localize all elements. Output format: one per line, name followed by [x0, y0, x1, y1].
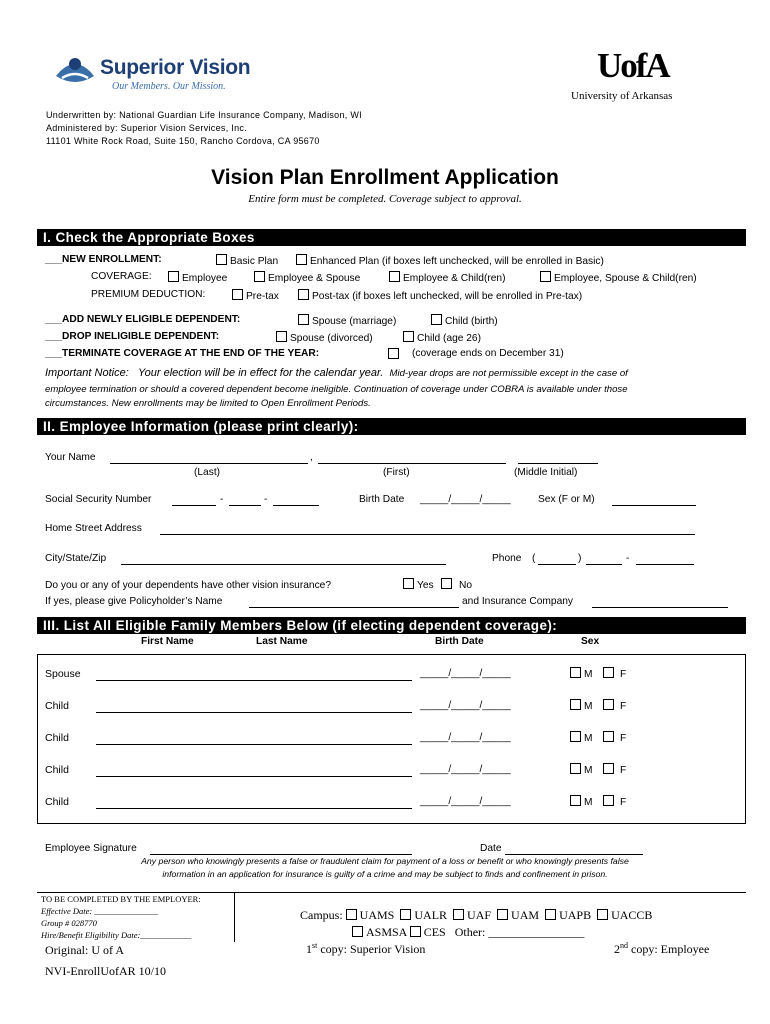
employee-signature-input[interactable] — [150, 854, 412, 855]
group-number: Group # 028770 — [41, 918, 97, 928]
dash: - — [220, 494, 224, 505]
member-sex-m[interactable] — [570, 699, 593, 712]
basic-plan-option[interactable] — [216, 254, 278, 267]
col-last-name: Last Name — [256, 636, 308, 647]
phone-area-input[interactable] — [538, 564, 576, 565]
university-logo: UofA — [597, 46, 669, 85]
coverage-employee-children[interactable] — [389, 271, 505, 284]
drop-dependent-label: ___DROP INELIGIBLE DEPENDENT: — [45, 331, 220, 342]
second-copy-sup: nd — [620, 941, 628, 950]
first-copy-sup: st — [312, 941, 318, 950]
notice-line1 — [45, 367, 628, 379]
member-sex-f[interactable] — [603, 763, 626, 776]
checkbox-icon[interactable] — [570, 795, 581, 806]
address-text: 11101 White Rock Road, Suite 150, Rancho Cordova, CA 95670 — [46, 136, 320, 146]
checkbox-icon[interactable] — [232, 289, 243, 300]
other-insurance-label: Do you or any of your dependents have other vision insurance? — [45, 580, 331, 591]
col-first-name: First Name — [141, 636, 194, 647]
terminate-label: ___TERMINATE COVERAGE AT THE END OF THE YEAR: — [45, 348, 320, 359]
employer-heading: TO BE COMPLETED BY THE EMPLOYER: — [41, 894, 201, 904]
notice-lead: Your election will be in effect for the calendar year. — [137, 367, 384, 379]
checkbox-icon[interactable] — [431, 314, 442, 325]
spouse-marriage-label: Spouse (marriage) — [312, 316, 397, 327]
home-address-input[interactable] — [160, 534, 695, 535]
section1-heading: I. Check the Appropriate Boxes — [37, 229, 746, 246]
city-state-zip-label: City/State/Zip — [45, 553, 107, 564]
checkbox-icon[interactable] — [352, 926, 363, 937]
administrator-text: Administered by: Superior Vision Services, Inc. — [46, 123, 248, 133]
checkbox-icon[interactable] — [597, 909, 608, 920]
superior-vision-logo — [52, 48, 262, 98]
posttax-label: Post-tax (if boxes left unchecked, will be enrolled in Pre-tax) — [312, 291, 583, 302]
your-name-label: Your Name — [45, 452, 96, 463]
birth-date-input[interactable]: _____/_____/_____ — [420, 494, 511, 505]
member-sex-f[interactable] — [603, 699, 626, 712]
campus-uapb: UAPB — [559, 908, 592, 922]
m-label: M — [584, 733, 593, 744]
yes-label: Yes — [417, 580, 434, 591]
basic-plan-label: Basic Plan — [230, 256, 279, 267]
date-label: Date — [480, 843, 502, 854]
member-type-child: Child — [45, 764, 69, 776]
child-age-option[interactable] — [403, 331, 481, 344]
member-type-spouse: Spouse — [45, 668, 81, 680]
campus-row2 — [352, 925, 584, 940]
spouse-divorced-label: Spouse (divorced) — [290, 333, 373, 344]
campus-ualr: UALR — [414, 908, 448, 922]
checkbox-icon[interactable] — [254, 271, 265, 282]
col-birth-date: Birth Date — [435, 636, 484, 647]
member-name-input[interactable] — [96, 680, 412, 681]
campus-ces: CES — [423, 925, 446, 939]
last-name-input[interactable] — [110, 463, 308, 464]
yes-option[interactable] — [403, 578, 434, 591]
checkbox-icon[interactable] — [570, 731, 581, 742]
checkbox-icon[interactable] — [540, 271, 551, 282]
member-sex-m[interactable] — [570, 667, 593, 680]
terminate-option[interactable] — [388, 348, 402, 361]
f-label: F — [620, 765, 627, 776]
m-label: M — [584, 669, 593, 680]
phone-line-input[interactable] — [636, 564, 694, 565]
coverage-option-label: Employee — [182, 273, 228, 284]
phone-open-paren: ( — [532, 553, 536, 564]
birth-date-label: Birth Date — [359, 494, 405, 505]
f-label: F — [620, 701, 627, 712]
add-dependent-label: ___ADD NEWLY ELIGIBLE DEPENDENT: — [45, 314, 241, 325]
coverage-option-label: Employee, Spouse & Child(ren) — [554, 273, 697, 284]
col-sex: Sex — [581, 636, 600, 647]
coverage-ends-text: (coverage ends on December 31) — [412, 348, 564, 359]
no-option[interactable] — [441, 578, 472, 591]
first-name-input[interactable] — [318, 463, 506, 464]
checkbox-icon[interactable] — [603, 795, 614, 806]
campus-label: Campus: — [300, 908, 343, 922]
campus-uams: UAMS — [359, 908, 395, 922]
checkbox-icon[interactable] — [570, 699, 581, 710]
middle-caption: (Middle Initial) — [514, 467, 578, 478]
dash: - — [626, 553, 630, 564]
checkbox-icon[interactable] — [441, 578, 452, 589]
f-label: F — [620, 797, 627, 808]
campus-uaf: UAF — [467, 908, 492, 922]
checkbox-icon[interactable] — [570, 667, 581, 678]
member-name-input[interactable] — [96, 744, 412, 745]
member-sex-m[interactable] — [570, 763, 593, 776]
checkbox-icon[interactable] — [603, 731, 614, 742]
child-birth-label: Child (birth) — [445, 316, 498, 327]
spouse-marriage-option[interactable] — [298, 314, 396, 327]
member-sex-f[interactable] — [603, 795, 626, 808]
campus-uam: UAM — [511, 908, 540, 922]
member-birth-input[interactable]: _____/_____/_____ — [420, 796, 511, 807]
sex-input[interactable] — [612, 505, 696, 506]
checkbox-icon[interactable] — [603, 763, 614, 774]
no-label: No — [459, 580, 473, 591]
member-sex-m[interactable] — [570, 731, 593, 744]
form-code: NVI-EnrollUofAR 10/10 — [45, 964, 166, 978]
m-label: M — [584, 701, 593, 712]
policyholder-label: If yes, please give Policyholder’s Name — [45, 596, 223, 607]
checkbox-icon[interactable] — [346, 909, 357, 920]
insurance-company-input[interactable] — [592, 607, 728, 608]
coverage-label: COVERAGE: — [91, 271, 152, 282]
policyholder-input[interactable] — [249, 607, 459, 608]
disclaimer-line2: information in an application for insurance is guilty of a crime and may be subject to finds and confinement in prison. — [162, 869, 608, 879]
second-copy-num: 2 — [614, 942, 620, 956]
insurance-company-label: and Insurance Company — [462, 596, 573, 607]
section3-heading: III. List All Eligible Family Members Below (if electing dependent coverage): — [37, 617, 746, 634]
ssn-label: Social Security Number — [45, 494, 152, 505]
coverage-option-label: Employee & Child(ren) — [403, 273, 506, 284]
checkbox-icon[interactable] — [400, 909, 411, 920]
pretax-label: Pre-tax — [246, 291, 279, 302]
form-title: Vision Plan Enrollment Application — [211, 166, 559, 189]
checkbox-icon[interactable] — [453, 909, 464, 920]
checkbox-icon[interactable] — [389, 271, 400, 282]
coverage-option-label: Employee & Spouse — [268, 273, 361, 284]
spouse-divorced-option[interactable] — [276, 331, 373, 344]
checkbox-icon[interactable] — [570, 763, 581, 774]
member-birth-input[interactable]: _____/_____/_____ — [420, 732, 511, 743]
disclaimer-line1: Any person who knowingly presents a false or fraudulent claim for payment of a loss or benefit or who knowingly presents false — [141, 856, 629, 866]
brand-name: Superior Vision — [100, 56, 251, 79]
new-enrollment-label: ___NEW ENROLLMENT: — [45, 254, 162, 265]
campus-other[interactable]: Other: ________________ — [454, 925, 585, 939]
coverage-employee-spouse[interactable] — [254, 271, 360, 284]
m-label: M — [584, 765, 593, 776]
member-name-input[interactable] — [96, 808, 412, 809]
brand-tagline: Our Members. Our Mission. — [112, 81, 226, 92]
checkbox-icon[interactable] — [388, 348, 399, 359]
coverage-employee[interactable] — [168, 271, 227, 284]
underwriter-text: Underwritten by: National Guardian Life Insurance Company, Madison, WI — [46, 110, 362, 120]
member-type-child: Child — [45, 732, 69, 744]
checkbox-icon[interactable] — [168, 271, 179, 282]
sex-label: Sex (F or M) — [538, 494, 595, 505]
second-copy-text: copy: Employee — [628, 942, 710, 956]
home-address-label: Home Street Address — [45, 523, 142, 534]
university-name: University of Arkansas — [571, 90, 673, 102]
city-state-zip-input[interactable] — [121, 564, 446, 565]
checkbox-icon[interactable] — [296, 254, 307, 265]
checkbox-icon[interactable] — [603, 699, 614, 710]
notice-line2: employee termination or should a covered dependent become ineligible. Continuation of coverage under COBRA is available under those — [45, 384, 628, 395]
child-birth-option[interactable] — [431, 314, 498, 327]
second-copy — [614, 941, 709, 957]
posttax-option[interactable] — [298, 289, 582, 302]
checkbox-icon[interactable] — [603, 667, 614, 678]
phone-label: Phone — [492, 553, 522, 564]
enhanced-plan-label: Enhanced Plan (if boxes left unchecked, will be enrolled in Basic) — [310, 256, 604, 267]
phone-close-paren: ) — [578, 553, 582, 564]
member-birth-input[interactable]: _____/_____/_____ — [420, 764, 511, 775]
eye-logo-icon — [52, 50, 98, 94]
ssn-part2-input[interactable] — [229, 505, 261, 506]
hire-date[interactable]: Hire/Benefit Eligibility Date:____________ — [41, 930, 192, 940]
f-label: F — [620, 669, 627, 680]
section2-heading: II. Employee Information (please print clearly): — [37, 418, 746, 435]
member-sex-m[interactable] — [570, 795, 593, 808]
coverage-family[interactable] — [540, 271, 697, 284]
phone-prefix-input[interactable] — [586, 564, 622, 565]
member-birth-input[interactable]: _____/_____/_____ — [420, 700, 511, 711]
dash: - — [264, 494, 268, 505]
premium-label: PREMIUM DEDUCTION: — [91, 289, 206, 300]
first-copy-text: copy: Superior Vision — [317, 942, 426, 956]
member-birth-input[interactable]: _____/_____/_____ — [420, 668, 511, 679]
f-label: F — [620, 733, 627, 744]
m-label: M — [584, 797, 593, 808]
member-sex-f[interactable] — [603, 731, 626, 744]
checkbox-icon[interactable] — [276, 331, 287, 342]
checkbox-icon[interactable] — [298, 289, 309, 300]
ssn-part1-input[interactable] — [172, 505, 216, 506]
original-copy: Original: U of A — [45, 943, 124, 957]
member-type-child: Child — [45, 796, 69, 808]
member-name-input[interactable] — [96, 776, 412, 777]
last-caption: (Last) — [194, 467, 221, 478]
checkbox-icon[interactable] — [403, 331, 414, 342]
campus-asmsa: ASMSA — [366, 925, 407, 939]
checkbox-icon[interactable] — [410, 926, 421, 937]
form-subtitle: Entire form must be completed. Coverage subject to approval. — [248, 193, 522, 205]
enhanced-plan-option[interactable] — [296, 254, 604, 267]
first-copy — [306, 941, 425, 957]
checkbox-icon[interactable] — [403, 578, 414, 589]
notice-rest: Mid-year drops are not permissible except in the case of — [389, 368, 628, 379]
ssn-part3-input[interactable] — [273, 505, 319, 506]
employee-signature-label: Employee Signature — [45, 843, 137, 854]
member-sex-f[interactable] — [603, 667, 626, 680]
effective-date[interactable]: Effective Date: _______________ — [41, 906, 159, 916]
notice-line3: circumstances. New enrollments may be limited to Open Enrollment Periods. — [45, 398, 371, 409]
child-age-label: Child (age 26) — [417, 333, 481, 344]
checkbox-icon[interactable] — [298, 314, 309, 325]
pretax-option[interactable] — [232, 289, 279, 302]
middle-initial-input[interactable] — [518, 463, 598, 464]
first-caption: (First) — [383, 467, 410, 478]
member-type-child: Child — [45, 700, 69, 712]
new-enrollment-row — [45, 254, 162, 265]
checkbox-icon[interactable] — [216, 254, 227, 265]
checkbox-icon[interactable] — [497, 909, 508, 920]
comma: , — [310, 452, 313, 463]
campus-uaccb: UACCB — [611, 908, 653, 922]
checkbox-icon[interactable] — [545, 909, 556, 920]
member-name-input[interactable] — [96, 712, 412, 713]
first-copy-num: 1 — [306, 942, 312, 956]
notice-label: Important Notice: — [45, 367, 129, 379]
signature-date-input[interactable] — [505, 854, 643, 855]
campus-row1 — [300, 908, 652, 923]
